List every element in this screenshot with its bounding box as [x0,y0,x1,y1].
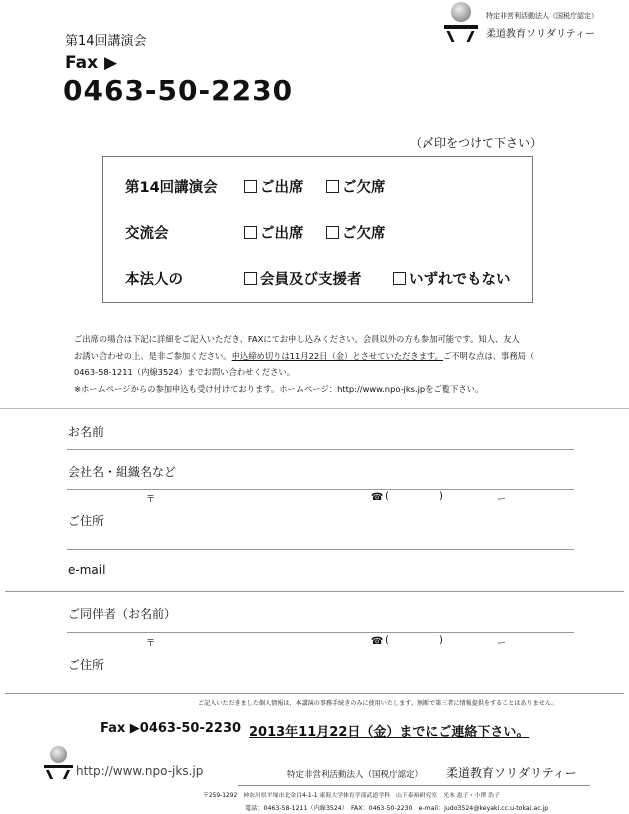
option-text: 会員及び支援者 [260,272,362,288]
divider [0,408,629,409]
option-row3-label: 本法人の [125,272,183,288]
companion-label: ご同伴者（お名前） [68,607,177,621]
logo-leg-left [46,770,53,779]
paren-open: ( [385,491,389,502]
event-title: 第14回講演会 [65,34,147,49]
header-org-name: 柔道教育ソリダリティー [486,29,595,40]
checkbox[interactable] [244,180,257,193]
phone-dash-2: ー [497,639,507,649]
footer-divider [238,785,590,786]
option-row1-absent[interactable] [326,176,386,197]
companion-field-line[interactable] [67,632,574,633]
option-row3-neither[interactable] [393,268,511,289]
option-text: いずれでもない [409,272,511,288]
checkbox[interactable] [326,226,339,239]
notice-line1: ご出席の場合は下記に詳細をご記入いただき、FAXにてお申し込みください。会員以外の方も参加可能です。知人、友人 [74,334,520,344]
logo-leg-right [466,31,474,42]
name-field-line[interactable] [67,449,574,450]
company-field-line[interactable] [67,489,574,490]
option-row3-member[interactable] [244,268,362,289]
paren-close-2: ) [439,635,443,646]
fax-label: Fax ▶ [65,53,118,73]
option-row2-absent[interactable] [326,222,386,243]
footer-contact: 電話：0463-58-1211（内線3524） FAX：0463-50-2230 e-mail：judo3524@keyaki.cc.u-tokai.ac.jp [245,805,549,812]
logo-bar [44,765,73,768]
paren-open-2: ( [385,635,389,646]
logo-leg-right [63,770,70,779]
deadline-text: 申込締め切りは11月22日（金）とさせていただきます。 [231,351,443,361]
logo-ball [50,746,67,763]
address-label: ご住所 [68,514,105,528]
option-text: ご出席 [260,226,304,242]
paren-close: ) [439,491,443,502]
bottom-fax: Fax ▶0463-50-2230 [100,721,242,736]
footer-url[interactable]: http://www.npo-jks.jp [76,764,204,778]
notice-text: ご不明な点は、事務局（ [442,351,535,361]
option-row1-attend[interactable] [244,176,304,197]
option-text: ご欠席 [342,226,386,242]
notice-text: お誘い合わせの上、是非ご参加ください。 [74,351,232,361]
privacy-note: ご記入いただきました個人情報は、本講演の事務手続きのみに使用いたします。無断で第三者に情報提供をすることはありません。 [198,700,558,707]
phone-icon-2: ☎ [371,636,384,647]
fax-number: 0463-50-2230 [63,74,294,107]
option-text: ご欠席 [342,180,386,196]
postal-mark: 〒 [146,495,156,505]
footer-org-type: 特定非営利活動法人（国税庁認定） [287,770,424,780]
logo-bar [444,25,478,29]
option-row2-attend[interactable] [244,222,304,243]
logo-leg-left [446,31,454,42]
postal-mark-2: 〒 [146,639,156,649]
notice-line2 [74,350,534,362]
option-row2-label: 交流会 [125,226,169,242]
footer-address: 〒259-1292 神奈川県平塚市北金目4-1-1 東海大学体育学部武道学科 山下泰裕研究室 光本 恵子・小澤 浩子 [203,793,500,799]
notice-line3: 0463-58-1211（内線3524）までお問い合わせください。 [74,367,295,377]
check-instruction: （〆印をつけて下さい） [410,136,543,150]
checkbox[interactable] [244,272,257,285]
company-label: 会社名・組織名など [68,465,177,479]
header-org-type: 特定非営利活動法人（国税庁認定） [486,12,598,20]
checkbox[interactable] [326,180,339,193]
email-field-line[interactable] [5,591,624,592]
email-label: e-mail [68,563,106,577]
checkbox[interactable] [244,226,257,239]
address-field-line[interactable] [67,549,574,550]
notice-line4: ※ホームページからの参加申込も受け付けております。ホームページ：http://www.npo-jks.jpをご覧下さい。 [74,384,484,394]
option-text: ご出席 [260,180,304,196]
logo-ball [451,2,471,22]
address2-field-line[interactable] [5,693,624,694]
name-label: お名前 [68,425,105,439]
address2-label: ご住所 [68,658,105,672]
checkbox[interactable] [393,272,406,285]
phone-dash: ー [497,495,507,505]
option-row1-label: 第14回講演会 [125,180,218,196]
phone-icon: ☎ [371,492,384,503]
footer-org-name: 柔道教育ソリダリティー [446,766,577,780]
bottom-deadline: 2013年11月22日（金）までにご連絡下さい。 [249,725,530,740]
